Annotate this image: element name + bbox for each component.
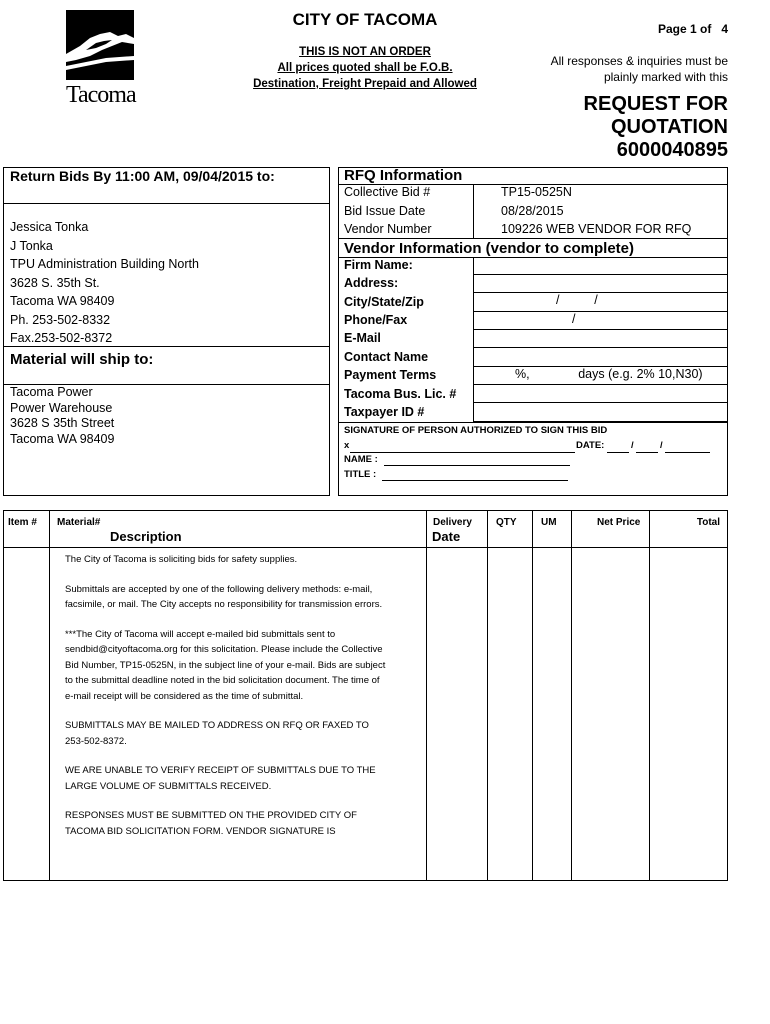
divider [3, 203, 330, 204]
city-title: CITY OF TACOMA [292, 10, 438, 29]
vendor-label: Tacoma Bus. Lic. # [344, 387, 457, 401]
vendor-label: Contact Name [344, 350, 429, 364]
vendor-label: Address: [344, 276, 399, 290]
page-number: Page 1 of 4 [657, 22, 728, 36]
date-month-field[interactable] [607, 452, 629, 453]
title-label: TITLE : [344, 469, 377, 480]
return-bids-heading: Return Bids By 11:00 AM, 09/04/2015 to: [10, 168, 275, 184]
address-line: Tacoma Power [10, 385, 93, 399]
phone-fax-field[interactable] [473, 312, 728, 330]
vendor-label: E-Mail [344, 331, 381, 345]
rfq-value: TP15-0525N [501, 185, 572, 199]
col-date-header: Date [432, 529, 461, 544]
rfq-value: 109226 WEB VENDOR FOR RFQ [501, 222, 692, 236]
table-header-divider [3, 547, 728, 548]
order-notice [200, 44, 530, 92]
col-material-header: Material# [57, 517, 101, 528]
address-line: Ph. 253-502-8332 [10, 312, 111, 327]
payment-terms-value: %, days (e.g. 2% 10,N30) [515, 367, 703, 381]
signature-line[interactable] [350, 452, 575, 453]
address-line: Fax.253-502-8372 [10, 331, 113, 345]
firm-name-field[interactable] [473, 257, 728, 275]
taxpayer-id-field[interactable] [473, 403, 728, 422]
inquiry-line: plainly marked with this [603, 70, 728, 84]
description-paragraph: SUBMITTALS MAY BE MAILED TO ADDRESS ON RFQ OR FAXED TO 253-502-8372. [65, 720, 369, 747]
divider [338, 422, 728, 423]
address-line: J Tonka [10, 238, 53, 253]
signature-heading: SIGNATURE OF PERSON AUTHORIZED TO SIGN THIS BID [344, 425, 608, 436]
address-line: 3628 S 35th Street [10, 416, 115, 430]
return-address [10, 218, 199, 348]
rfq-label: Vendor Number [344, 222, 432, 236]
divider [3, 346, 330, 347]
notice-line: THIS IS NOT AN ORDER [299, 46, 431, 58]
email-field[interactable] [473, 330, 728, 348]
title-field[interactable] [382, 480, 568, 481]
address-line: Tacoma WA 98409 [10, 431, 115, 446]
column-divider [426, 510, 427, 881]
date-day-field[interactable] [636, 452, 658, 453]
vendor-label: City/State/Zip [344, 295, 424, 309]
description-paragraph: WE ARE UNABLE TO VERIFY RECEIPT OF SUBMITTALS DUE TO THE LARGE VOLUME OF SUBMITTALS RECEIVED. [65, 765, 376, 792]
city-state-zip-field[interactable] [473, 293, 728, 312]
rfq-label: Collective Bid # [344, 185, 431, 199]
inquiry-note [520, 53, 728, 85]
notice-line: All prices quoted shall be F.O.B. [277, 62, 453, 74]
rfq-title [520, 93, 728, 162]
address-line: 3628 S. 35th St. [10, 275, 100, 290]
address-line: TPU Administration Building North [10, 257, 199, 271]
city-logo [66, 10, 134, 110]
date-separator: / [631, 440, 634, 451]
col-delivery-header: Delivery [433, 517, 472, 528]
column-divider [571, 510, 572, 881]
address-line: Jessica Tonka [10, 220, 89, 234]
city-state-zip-value: / / [556, 293, 598, 307]
column-divider [649, 510, 650, 881]
col-qty-header: QTY [496, 517, 517, 528]
ship-to-address [10, 385, 114, 447]
column-divider [49, 510, 50, 881]
item-description [65, 552, 390, 853]
date-label: DATE: [576, 440, 605, 451]
column-divider [532, 510, 533, 881]
rfq-title-line: QUOTATION [610, 116, 728, 138]
col-description-header: Description [110, 529, 182, 544]
rfq-value: 08/28/2015 [501, 204, 564, 218]
signature-x-label: x [344, 440, 350, 451]
phone-fax-value: / [572, 312, 576, 326]
description-paragraph: The City of Tacoma is soliciting bids for safety supplies. [65, 554, 298, 565]
address-field[interactable] [473, 275, 728, 293]
vendor-label: Firm Name: [344, 258, 413, 272]
rfq-label: Bid Issue Date [344, 204, 426, 218]
divider [473, 184, 474, 238]
vendor-label: Taxpayer ID # [344, 405, 425, 419]
col-total-header: Total [696, 517, 720, 528]
divider [338, 238, 728, 239]
business-license-field[interactable] [473, 385, 728, 403]
address-line: Power Warehouse [10, 400, 113, 415]
column-divider [487, 510, 488, 881]
rfq-info-heading: RFQ Information [344, 167, 463, 184]
mountain-logo-icon [66, 10, 134, 80]
name-label: NAME : [344, 454, 378, 465]
rfq-number: 6000040895 [616, 139, 728, 161]
notice-line: Destination, Freight Prepaid and Allowed [253, 78, 477, 90]
vendor-label: Payment Terms [344, 368, 437, 382]
date-year-field[interactable] [665, 452, 710, 453]
col-net-price-header: Net Price [597, 517, 641, 528]
ship-to-heading: Material will ship to: [10, 351, 154, 368]
description-paragraph: Submittals are accepted by one of the following delivery methods: e-mail, facsimile, or mail. The City accepts no responsibility for transmission errors. [65, 583, 383, 610]
contact-name-field[interactable] [473, 348, 728, 367]
vendor-label: Phone/Fax [344, 313, 408, 327]
description-paragraph: RESPONSES MUST BE SUBMITTED ON THE PROVIDED CITY OF TACOMA BID SOLICITATION FORM. VENDOR SIGNATURE IS [65, 810, 357, 837]
logo-wordmark: Tacoma [66, 82, 136, 108]
col-item-header: Item # [8, 517, 37, 528]
inquiry-line: All responses & inquiries must be [550, 54, 728, 68]
name-field[interactable] [384, 465, 570, 466]
date-separator: / [660, 440, 663, 451]
address-line: Tacoma WA 98409 [10, 294, 115, 308]
vendor-info-heading: Vendor Information (vendor to complete) [344, 240, 635, 257]
col-um-header: UM [541, 517, 557, 528]
description-paragraph: ***The City of Tacoma will accept e-mailed bid submittals sent to sendbid@cityoftacoma.org for this solicitation. Please include the Collective Bid Number, TP15-0525N, in the subject line of your e-mail. Bids are subject to the submittal deadline noted in the bid solicitation document. The time of e-mail receipt will be considered as the time of submittal. [65, 628, 386, 702]
rfq-title-line: REQUEST FOR [583, 93, 728, 115]
payment-terms-field[interactable] [473, 367, 728, 385]
